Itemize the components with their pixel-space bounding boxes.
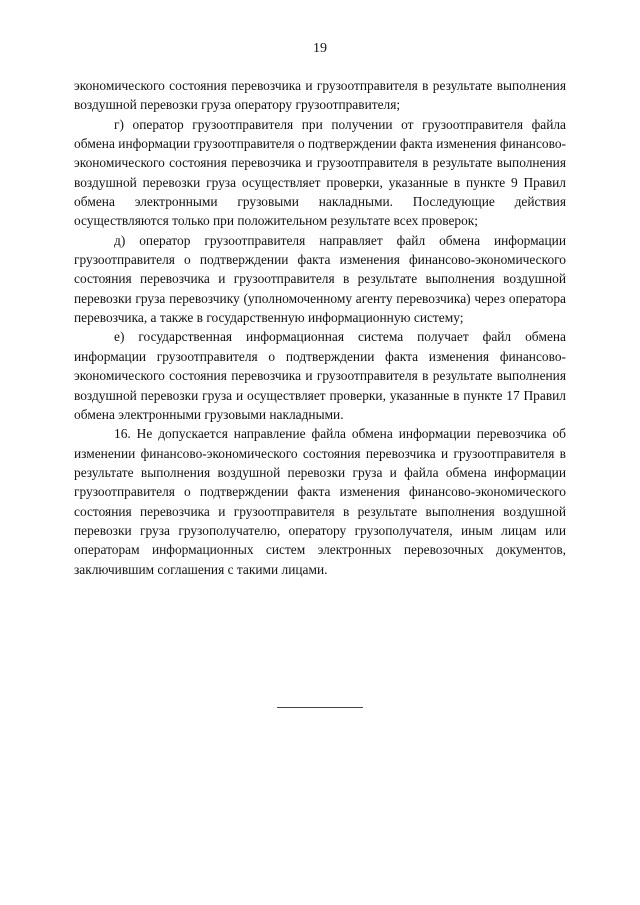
end-of-document-rule (277, 707, 363, 708)
document-body (74, 76, 566, 579)
paragraph-continuation: экономического состояния перевозчика и грузоотправителя в результате выполнения воздушной перевозки груза оператору грузоотправителя; (74, 78, 566, 113)
paragraph-item-d: д) оператор грузоотправителя направляет файл обмена информации грузоотправителя о подтверждении факта изменения финансово-экономического состояния перевозчика и грузоотправителя в результате выполнения воздушной перевозки груза перевозчику (уполномоченному агенту перевозчика) через оператора перевозчика, а также в государственную информационную систему; (74, 232, 566, 326)
page-number: 19 (313, 41, 327, 56)
paragraph-clause-16: 16. Не допускается направление файла обмена информации перевозчика об изменении финансово-экономического состояния перевозчика и грузоотправителя в результате выполнения воздушной перевозки груза и файла обмена информации грузоотправителя о подтверждении факта изменения финансово-экономического состояния перевозчика и грузоотправителя в результате выполнения воздушной перевозки груза грузополучателю, оператору грузополучателя, иным лицам или операторам информационных систем электронных перевозочных документов, заключившим соглашения с такими лицами. (74, 426, 566, 577)
paragraph-item-e: е) государственная информационная система получает файл обмена информации грузоотправителя о подтверждении факта изменения финансово-экономического состояния перевозчика и грузоотправителя в результате выполнения воздушной перевозки груза и осуществляет проверки, указанные в пункте 17 Правил обмена электронными грузовыми накладными. (74, 329, 566, 422)
paragraph-item-g: г) оператор грузоотправителя при получении от грузоотправителя файла обмена информации грузоотправителя о подтверждении факта изменения финансово-экономического состояния перевозчика и грузоотправителя в результате выполнения воздушной перевозки груза осуществляет проверки, указанные в пункте 9 Правил обмена электронными грузовыми накладными. Последующие действия осуществляются только при положительном результате всех проверок; (74, 116, 566, 229)
